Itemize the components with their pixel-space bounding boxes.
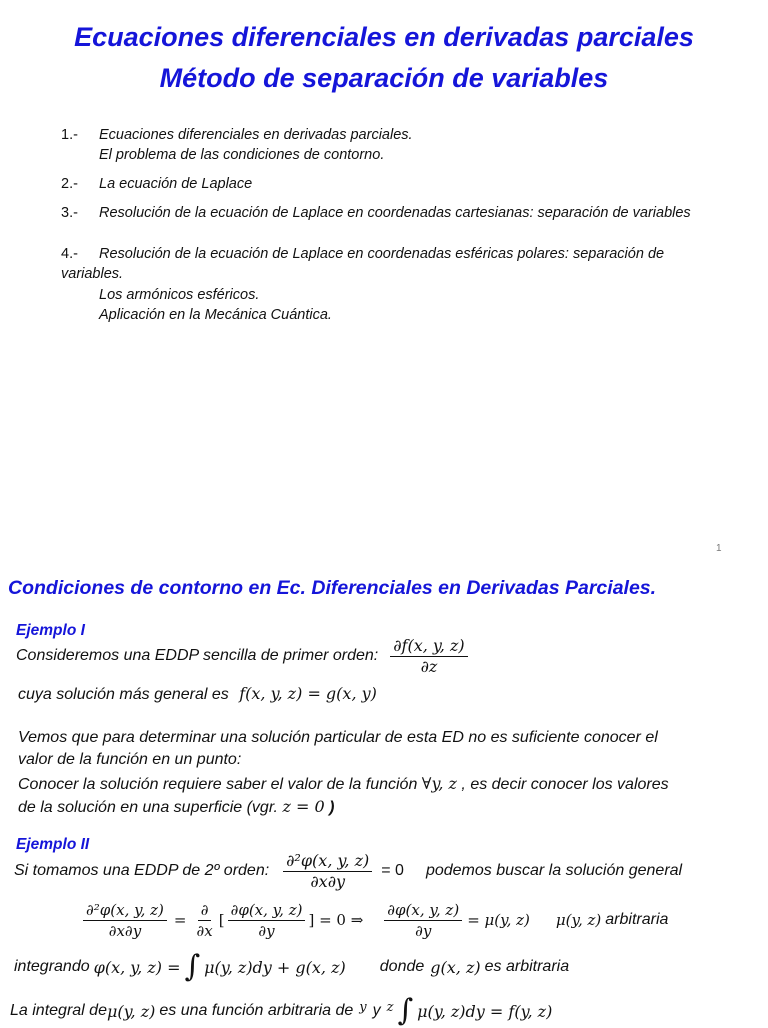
para2-line2: de la solución en una superficie (vgr. z = 0 ) bbox=[18, 797, 335, 816]
toc-item-4-sub2: Aplicación en la Mecánica Cuántica. bbox=[99, 307, 332, 323]
eq-derivation: $\frac{\text{∂²φ(x, y, z)}}{\partial x\partial y}$ = $\frac{\partial}{\partial x}$ [ $\frac{\partial\varphi(x, y, z)}{\partial y}$ ] = 0 ⇒ $\frac{\partial\varphi(x, y, z)}{\partial y}$ = μ(y, z) μ(y, z) arbitraria bbox=[80, 897, 668, 943]
slide2-title: Condiciones de contorno en Ec. Diferenciales en Derivadas Parciales. bbox=[8, 577, 657, 599]
slide1-title-line2: Método de separación de variables bbox=[159, 63, 609, 93]
ejemplo-1-line2: cuya solución más general es f(x, y, z) = g(x, y) bbox=[18, 684, 377, 703]
ejemplo-2-line3: integrando φ(x, y, z) = ∫ μ(y, z)dy + g(x, z) donde g(x, z) es arbitraria bbox=[14, 949, 570, 984]
ejemplo-2-line4: La integral de μ(y, z) es una función arbitraria de y y z ∫ μ(y, z)dy = f(y, z) bbox=[10, 993, 553, 1028]
page-number: 1 bbox=[716, 543, 722, 554]
toc-item-3: 3.- Resolución de la ecuación de Laplace en coordenadas cartesianas: separación de variables bbox=[61, 205, 691, 221]
integral-sign: ∫ bbox=[184, 949, 201, 984]
para2-line1: Conocer la solución requiere saber el valor de la función ∀y, z , es decir conocer los valores bbox=[18, 774, 669, 793]
toc-item-2: 2.- La ecuación de Laplace bbox=[61, 176, 253, 192]
ejemplo-1-label: Ejemplo I bbox=[16, 622, 85, 639]
toc-item-1-sub: El problema de las condiciones de contorno. bbox=[99, 147, 385, 163]
slide1-title-line1: Ecuaciones diferenciales en derivadas parciales bbox=[74, 22, 694, 52]
eq-df-dz: $\frac{\partial f(x, y, z)}{\partial z}$ bbox=[390, 636, 467, 677]
para1-line2: valor de la función en un punto: bbox=[18, 751, 242, 768]
ejemplo-2-label: Ejemplo II bbox=[16, 836, 90, 853]
ejemplo-1-line1: Consideremos una EDDP sencilla de primer orden: $\frac{\partial f(x, y, z)}{\partial z}$ bbox=[16, 634, 471, 678]
toc-item-1: 1.- Ecuaciones diferenciales en derivadas parciales. bbox=[61, 127, 413, 143]
ejemplo-2-line1: Si tomamos una EDDP de 2º orden: $\frac{\text{∂²φ(x, y, z)}}{\partial x\partial y}$ = 0 podemos buscar la solución general bbox=[14, 850, 683, 891]
eq-general-solution: f(x, y, z) = g(x, y) bbox=[239, 684, 377, 703]
toc-item-4-cont: variables. bbox=[61, 266, 124, 282]
toc-item-4-sub1: Los armónicos esféricos. bbox=[99, 287, 260, 303]
eq-d2phi-dxdy: $\frac{\text{∂²φ(x, y, z)}}{\partial x\partial y}$ bbox=[283, 851, 372, 892]
para1-line1: Vemos que para determinar una solución particular de esta ED no es suficiente conocer el bbox=[18, 729, 658, 746]
toc-item-4: 4.- Resolución de la ecuación de Laplace en coordenadas esféricas polares: separación de bbox=[61, 246, 665, 262]
